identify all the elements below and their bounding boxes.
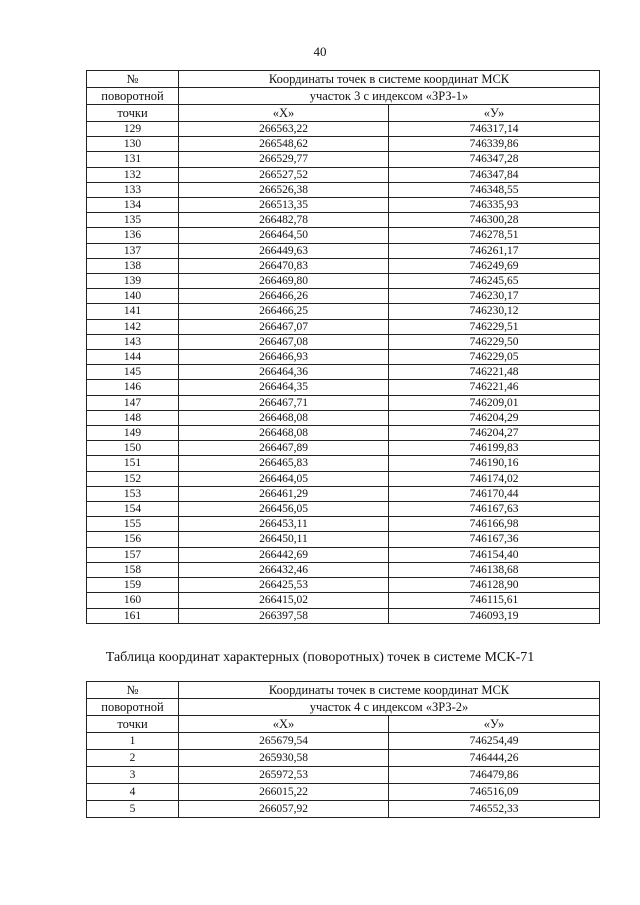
y-coordinate-cell: 746221,46 <box>389 380 600 395</box>
table-row <box>87 562 600 577</box>
x-coordinate-cell: 265679,54 <box>179 733 389 750</box>
y-coordinate-cell: 746348,55 <box>389 182 600 197</box>
table-caption: Таблица координат характерных (поворотных) точек в системе МСК-71 <box>105 650 535 665</box>
coordinates-table-zrz1 <box>86 70 600 624</box>
table-row <box>87 517 600 532</box>
point-number-cell: 146 <box>87 380 179 395</box>
table-row <box>87 532 600 547</box>
header-num-cell-3: точки <box>87 716 179 733</box>
table-row <box>87 410 600 425</box>
point-number-cell: 152 <box>87 471 179 486</box>
x-coordinate-cell: 266563,22 <box>179 122 389 137</box>
table-row <box>87 502 600 517</box>
table-row <box>87 608 600 623</box>
point-number-cell: 154 <box>87 502 179 517</box>
point-number-cell: 158 <box>87 562 179 577</box>
table-row <box>87 578 600 593</box>
y-coordinate-cell: 746249,69 <box>389 258 600 273</box>
table-row <box>87 486 600 501</box>
table-row <box>87 593 600 608</box>
y-coordinate-cell: 746317,14 <box>389 122 600 137</box>
x-coordinate-cell: 266015,22 <box>179 784 389 801</box>
x-coordinate-cell: 266468,08 <box>179 410 389 425</box>
coordinates-table-zrz2 <box>86 681 600 818</box>
point-number-cell: 147 <box>87 395 179 410</box>
y-coordinate-cell: 746229,51 <box>389 319 600 334</box>
x-coordinate-cell: 266466,93 <box>179 350 389 365</box>
x-coordinate-cell: 266467,07 <box>179 319 389 334</box>
x-coordinate-cell: 266529,77 <box>179 152 389 167</box>
point-number-cell: 132 <box>87 167 179 182</box>
point-number-cell: 153 <box>87 486 179 501</box>
table-row <box>87 547 600 562</box>
point-number-cell: 131 <box>87 152 179 167</box>
table-row <box>87 213 600 228</box>
header-num-cell-2: поворотной <box>87 88 179 105</box>
y-coordinate-cell: 746167,63 <box>389 502 600 517</box>
point-number-cell: 4 <box>87 784 179 801</box>
point-number-cell: 156 <box>87 532 179 547</box>
header-num-cell: № <box>87 71 179 88</box>
y-coordinate-cell: 746128,90 <box>389 578 600 593</box>
y-coordinate-cell: 746154,40 <box>389 547 600 562</box>
x-coordinate-cell: 265930,58 <box>179 750 389 767</box>
x-coordinate-cell: 265972,53 <box>179 767 389 784</box>
point-number-cell: 142 <box>87 319 179 334</box>
x-coordinate-cell: 266449,63 <box>179 243 389 258</box>
y-coordinate-cell: 746261,17 <box>389 243 600 258</box>
header-num-cell-2: поворотной <box>87 699 179 716</box>
x-coordinate-cell: 266466,25 <box>179 304 389 319</box>
point-number-cell: 150 <box>87 441 179 456</box>
x-coordinate-cell: 266526,38 <box>179 182 389 197</box>
y-coordinate-cell: 746245,65 <box>389 274 600 289</box>
header-subtitle: участок 4 с индексом «ЗРЗ-2» <box>179 699 600 716</box>
table-row <box>87 441 600 456</box>
table-row <box>87 274 600 289</box>
x-coordinate-cell: 266527,52 <box>179 167 389 182</box>
y-coordinate-cell: 746209,01 <box>389 395 600 410</box>
table-row <box>87 784 600 801</box>
x-coordinate-cell: 266415,02 <box>179 593 389 608</box>
table-row <box>87 304 600 319</box>
table-row <box>87 350 600 365</box>
table-row <box>87 380 600 395</box>
y-coordinate-cell: 746190,16 <box>389 456 600 471</box>
x-coordinate-cell: 266425,53 <box>179 578 389 593</box>
x-coordinate-cell: 266466,26 <box>179 289 389 304</box>
y-coordinate-cell: 746347,28 <box>389 152 600 167</box>
point-number-cell: 138 <box>87 258 179 273</box>
point-number-cell: 157 <box>87 547 179 562</box>
y-coordinate-cell: 746167,36 <box>389 532 600 547</box>
y-coordinate-cell: 746199,83 <box>389 441 600 456</box>
x-coordinate-cell: 266397,58 <box>179 608 389 623</box>
column-y-header: «У» <box>389 716 600 733</box>
column-x-header: «Х» <box>179 105 389 122</box>
y-coordinate-cell: 746230,17 <box>389 289 600 304</box>
table-row <box>87 395 600 410</box>
x-coordinate-cell: 266057,92 <box>179 801 389 818</box>
header-num-cell-3: точки <box>87 105 179 122</box>
table-row <box>87 137 600 152</box>
y-coordinate-cell: 746204,27 <box>389 426 600 441</box>
point-number-cell: 145 <box>87 365 179 380</box>
point-number-cell: 155 <box>87 517 179 532</box>
x-coordinate-cell: 266470,83 <box>179 258 389 273</box>
x-coordinate-cell: 266468,08 <box>179 426 389 441</box>
x-coordinate-cell: 266467,71 <box>179 395 389 410</box>
x-coordinate-cell: 266464,36 <box>179 365 389 380</box>
x-coordinate-cell: 266464,35 <box>179 380 389 395</box>
point-number-cell: 1 <box>87 733 179 750</box>
y-coordinate-cell: 746339,86 <box>389 137 600 152</box>
point-number-cell: 5 <box>87 801 179 818</box>
x-coordinate-cell: 266467,89 <box>179 441 389 456</box>
x-coordinate-cell: 266548,62 <box>179 137 389 152</box>
table-row <box>87 167 600 182</box>
y-coordinate-cell: 746347,84 <box>389 167 600 182</box>
table-row <box>87 750 600 767</box>
x-coordinate-cell: 266432,46 <box>179 562 389 577</box>
header-subtitle: участок 3 с индексом «ЗРЗ-1» <box>179 88 600 105</box>
table-row <box>87 801 600 818</box>
table-row <box>87 289 600 304</box>
column-x-header: «Х» <box>179 716 389 733</box>
table-row <box>87 122 600 137</box>
table-row <box>87 456 600 471</box>
y-coordinate-cell: 746204,29 <box>389 410 600 425</box>
y-coordinate-cell: 746254,49 <box>389 733 600 750</box>
x-coordinate-cell: 266467,08 <box>179 334 389 349</box>
table-row <box>87 334 600 349</box>
point-number-cell: 161 <box>87 608 179 623</box>
point-number-cell: 2 <box>87 750 179 767</box>
x-coordinate-cell: 266456,05 <box>179 502 389 517</box>
table-row <box>87 365 600 380</box>
y-coordinate-cell: 746229,50 <box>389 334 600 349</box>
x-coordinate-cell: 266453,11 <box>179 517 389 532</box>
point-number-cell: 129 <box>87 122 179 137</box>
point-number-cell: 130 <box>87 137 179 152</box>
y-coordinate-cell: 746444,26 <box>389 750 600 767</box>
x-coordinate-cell: 266464,05 <box>179 471 389 486</box>
point-number-cell: 136 <box>87 228 179 243</box>
table-row <box>87 152 600 167</box>
x-coordinate-cell: 266465,83 <box>179 456 389 471</box>
point-number-cell: 149 <box>87 426 179 441</box>
point-number-cell: 139 <box>87 274 179 289</box>
x-coordinate-cell: 266450,11 <box>179 532 389 547</box>
point-number-cell: 143 <box>87 334 179 349</box>
table-row <box>87 243 600 258</box>
table-row <box>87 426 600 441</box>
y-coordinate-cell: 746093,19 <box>389 608 600 623</box>
y-coordinate-cell: 746170,44 <box>389 486 600 501</box>
column-y-header: «У» <box>389 105 600 122</box>
point-number-cell: 135 <box>87 213 179 228</box>
y-coordinate-cell: 746335,93 <box>389 198 600 213</box>
y-coordinate-cell: 746229,05 <box>389 350 600 365</box>
point-number-cell: 141 <box>87 304 179 319</box>
y-coordinate-cell: 746115,61 <box>389 593 600 608</box>
header-num-cell: № <box>87 682 179 699</box>
y-coordinate-cell: 746230,12 <box>389 304 600 319</box>
y-coordinate-cell: 746221,48 <box>389 365 600 380</box>
point-number-cell: 159 <box>87 578 179 593</box>
point-number-cell: 134 <box>87 198 179 213</box>
x-coordinate-cell: 266482,78 <box>179 213 389 228</box>
point-number-cell: 137 <box>87 243 179 258</box>
point-number-cell: 151 <box>87 456 179 471</box>
y-coordinate-cell: 746138,68 <box>389 562 600 577</box>
table-row <box>87 198 600 213</box>
table-row <box>87 258 600 273</box>
y-coordinate-cell: 746516,09 <box>389 784 600 801</box>
table-row <box>87 182 600 197</box>
x-coordinate-cell: 266469,80 <box>179 274 389 289</box>
y-coordinate-cell: 746278,51 <box>389 228 600 243</box>
point-number-cell: 144 <box>87 350 179 365</box>
table-row <box>87 319 600 334</box>
x-coordinate-cell: 266442,69 <box>179 547 389 562</box>
table-row <box>87 733 600 750</box>
x-coordinate-cell: 266461,29 <box>179 486 389 501</box>
table-row <box>87 228 600 243</box>
y-coordinate-cell: 746552,33 <box>389 801 600 818</box>
y-coordinate-cell: 746300,28 <box>389 213 600 228</box>
table-row <box>87 767 600 784</box>
point-number-cell: 160 <box>87 593 179 608</box>
y-coordinate-cell: 746479,86 <box>389 767 600 784</box>
table-row <box>87 471 600 486</box>
point-number-cell: 3 <box>87 767 179 784</box>
x-coordinate-cell: 266513,35 <box>179 198 389 213</box>
y-coordinate-cell: 746174,02 <box>389 471 600 486</box>
page-number: 40 <box>313 44 327 59</box>
header-title: Координаты точек в системе координат МСК <box>179 682 600 699</box>
point-number-cell: 133 <box>87 182 179 197</box>
point-number-cell: 148 <box>87 410 179 425</box>
header-title: Координаты точек в системе координат МСК <box>179 71 600 88</box>
y-coordinate-cell: 746166,98 <box>389 517 600 532</box>
point-number-cell: 140 <box>87 289 179 304</box>
x-coordinate-cell: 266464,50 <box>179 228 389 243</box>
